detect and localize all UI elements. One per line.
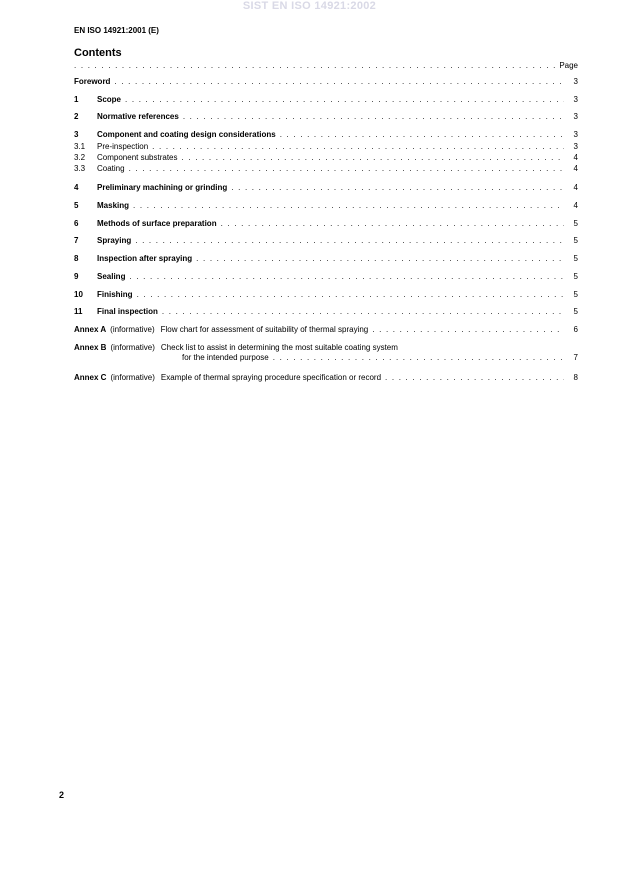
leader-dots — [152, 142, 564, 152]
leader-dots — [231, 183, 564, 193]
toc-entry-page: 3 — [573, 142, 578, 151]
contents-heading: Contents — [74, 47, 122, 59]
toc-entry-title: Finishing — [97, 290, 133, 299]
toc-entry-title: Scope — [97, 95, 122, 104]
toc-entry-title: Component and coating design considerations — [97, 130, 276, 139]
toc-entry-number: 3.2 — [74, 153, 86, 162]
toc-entry-page: 7 — [573, 353, 578, 362]
toc-entry-title: Sealing — [97, 272, 126, 281]
toc-entry-design-considerations[interactable] — [74, 130, 578, 140]
toc-entry-normative-references[interactable] — [74, 112, 578, 122]
toc-entry-page: 4 — [573, 183, 578, 192]
toc-entry-page: 4 — [573, 201, 578, 210]
leader-dots — [114, 77, 564, 87]
toc-entry-final-inspection[interactable] — [74, 307, 578, 317]
toc-entry-page: 4 — [573, 153, 578, 162]
toc-entry-spraying[interactable] — [74, 236, 578, 246]
annex-kind: (informative) — [110, 325, 155, 334]
toc-entry-number: 1 — [74, 95, 79, 104]
toc-annex-c[interactable] — [74, 373, 578, 383]
toc-entry-foreword[interactable] — [74, 77, 578, 87]
annex-title-continued: for the intended purpose — [182, 353, 269, 362]
leader-dots — [135, 236, 564, 246]
toc-entry-page: 3 — [573, 95, 578, 104]
leader-dots — [74, 61, 555, 70]
toc-entry-preliminary-machining[interactable] — [74, 183, 578, 193]
toc-entry-title: Component substrates — [97, 153, 178, 162]
toc-entry-number: 11 — [74, 307, 83, 316]
leader-dots — [129, 272, 564, 282]
leader-dots — [129, 164, 564, 174]
annex-title: Example of thermal spraying procedure specification or record — [160, 373, 382, 382]
toc-entry-title: Final inspection — [97, 307, 158, 316]
toc-entry-page: 5 — [573, 290, 578, 299]
toc-entry-title: Methods of surface preparation — [97, 219, 217, 228]
toc-entry-title: Masking — [97, 201, 130, 210]
leader-dots — [385, 373, 564, 383]
toc-entry-number: 6 — [74, 219, 79, 228]
page-column-header — [74, 60, 578, 70]
annex-label: Annex A — [74, 325, 107, 334]
leader-dots — [273, 353, 564, 363]
toc-entry-coating[interactable] — [74, 164, 578, 174]
annex-label: Annex B — [74, 343, 107, 352]
leader-dots — [182, 153, 565, 163]
toc-entry-page: 5 — [573, 254, 578, 263]
toc-entry-page: 3 — [573, 130, 578, 139]
leader-dots — [280, 130, 564, 140]
leader-dots — [221, 219, 564, 229]
annex-title: Flow chart for assessment of suitability of thermal spraying — [160, 325, 369, 334]
toc-entry-number: 7 — [74, 236, 79, 245]
toc-entry-page: 5 — [573, 219, 578, 228]
leader-dots — [372, 325, 564, 335]
toc-entry-title: Inspection after spraying — [97, 254, 193, 263]
toc-entry-page: 4 — [573, 164, 578, 173]
leader-dots — [196, 254, 564, 264]
toc-entry-number: 3.1 — [74, 142, 86, 151]
toc-entry-page: 5 — [573, 272, 578, 281]
toc-entry-title: Spraying — [97, 236, 132, 245]
annex-title: Check list to assist in determining the most suitable coating system — [160, 343, 398, 352]
toc-entry-number: 3.3 — [74, 164, 86, 173]
toc-entry-scope[interactable] — [74, 95, 578, 105]
toc-entry-page: 5 — [573, 236, 578, 245]
toc-entry-title: Coating — [97, 164, 125, 173]
document-id: EN ISO 14921:2001 (E) — [74, 26, 159, 35]
toc-entry-masking[interactable] — [74, 201, 578, 211]
leader-dots — [133, 201, 564, 211]
toc-entry-number: 10 — [74, 290, 83, 299]
leader-dots — [125, 95, 564, 105]
toc-entry-number: 5 — [74, 201, 79, 210]
page-number: 2 — [59, 790, 65, 800]
page-column-label: Page — [559, 61, 578, 70]
toc-entry-pre-inspection[interactable] — [74, 142, 578, 152]
toc-entry-page: 8 — [573, 373, 578, 382]
annex-kind: (informative) — [110, 373, 155, 382]
leader-dots — [183, 112, 564, 122]
toc-annex-b[interactable] — [74, 343, 578, 363]
toc-entry-sealing[interactable] — [74, 272, 578, 282]
toc-entry-page: 3 — [573, 77, 578, 86]
toc-entry-number: 2 — [74, 112, 79, 121]
toc-entry-surface-preparation[interactable] — [74, 219, 578, 229]
annex-label: Annex C — [74, 373, 107, 382]
toc-entry-title: Foreword — [74, 77, 111, 86]
annex-kind: (informative) — [110, 343, 155, 352]
toc-entry-title: Normative references — [97, 112, 179, 121]
watermark: SIST EN ISO 14921:2002 — [242, 0, 377, 12]
toc-entry-page: 5 — [573, 307, 578, 316]
toc-entry-number: 8 — [74, 254, 79, 263]
toc-entry-finishing[interactable] — [74, 290, 578, 300]
toc-entry-title: Preliminary machining or grinding — [97, 183, 228, 192]
toc-entry-page: 3 — [573, 112, 578, 121]
toc-entry-component-substrates[interactable] — [74, 153, 578, 163]
leader-dots — [162, 307, 564, 317]
toc-entry-number: 9 — [74, 272, 79, 281]
toc-entry-title: Pre-inspection — [97, 142, 149, 151]
toc-entry-number: 4 — [74, 183, 79, 192]
toc-entry-inspection-after-spraying[interactable] — [74, 254, 578, 264]
leader-dots — [137, 290, 564, 300]
toc-entry-number: 3 — [74, 130, 79, 139]
toc-entry-page: 6 — [573, 325, 578, 334]
toc-annex-a[interactable] — [74, 325, 578, 335]
